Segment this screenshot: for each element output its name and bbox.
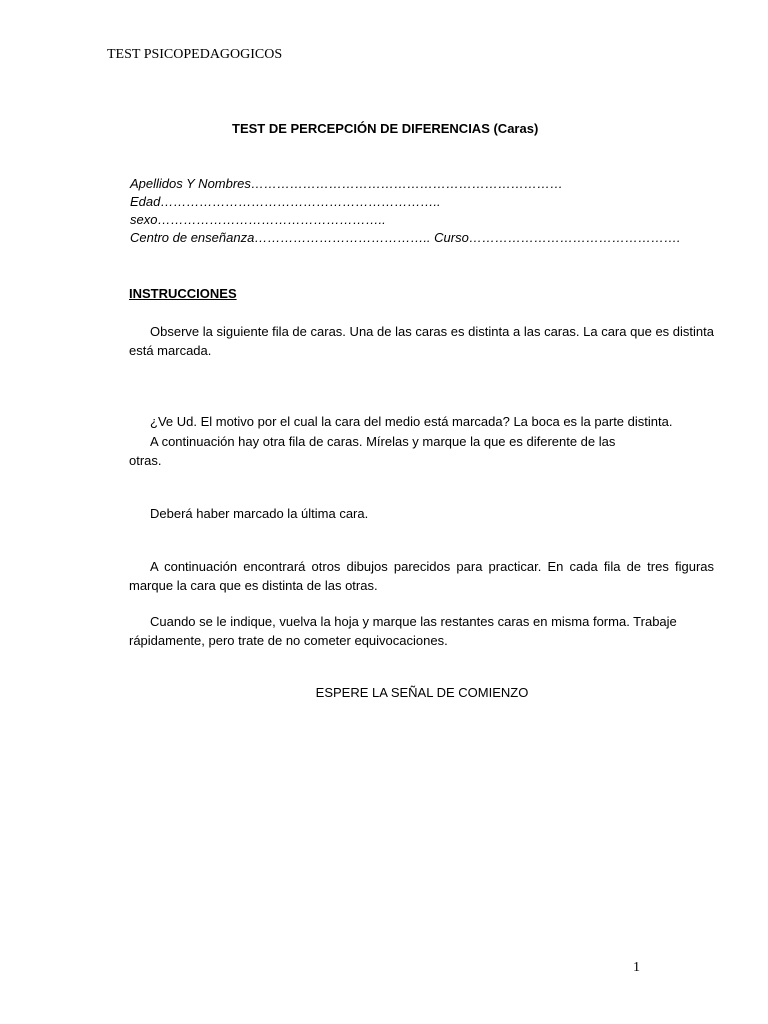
paragraph-ve-ud: ¿Ve Ud. El motivo por el cual la cara del medio está marcada? La boca es la parte distinta. <box>150 414 673 429</box>
paragraph-practicar: A continuación encontrará otros dibujos parecidos para practicar. En cada fila de tres figuras marque la cara que es distinta de las otras. <box>129 559 714 593</box>
paragraph-cuando: Cuando se le indique, vuelva la hoja y marque las restantes caras en misma forma. Trabaje rápidamente, pero trate de no cometer equivocaciones. <box>129 614 677 648</box>
field-edad: Edad……………………………………………………….. <box>130 194 441 209</box>
paragraph-debera: Deberá haber marcado la última cara. <box>150 506 369 521</box>
test-title: TEST DE PERCEPCIÓN DE DIFERENCIAS (Caras) <box>232 121 539 136</box>
paragraph-continuacion: A continuación hay otra fila de caras. Mírelas y marque la que es diferente de las <box>150 434 616 449</box>
field-centro: Centro de enseñanza………………………………….. Curso…………………………………………. <box>130 230 681 245</box>
document-header: TEST PSICOPEDAGOGICOS <box>107 47 283 62</box>
paragraph-otras: otras. <box>129 453 162 468</box>
field-apellidos: Apellidos Y Nombres……………………………………………………………… <box>130 176 563 191</box>
page-number: 1 <box>633 960 640 975</box>
student-fields <box>130 175 680 247</box>
start-signal: ESPERE LA SEÑAL DE COMIENZO <box>315 685 529 700</box>
instructions-heading: INSTRUCCIONES <box>129 286 237 301</box>
field-sexo: sexo…………………………………………….. <box>130 212 386 227</box>
paragraph-observe: Observe la siguiente fila de caras. Una de las caras es distinta a las caras. La cara que es distinta está marcada. <box>129 324 714 358</box>
